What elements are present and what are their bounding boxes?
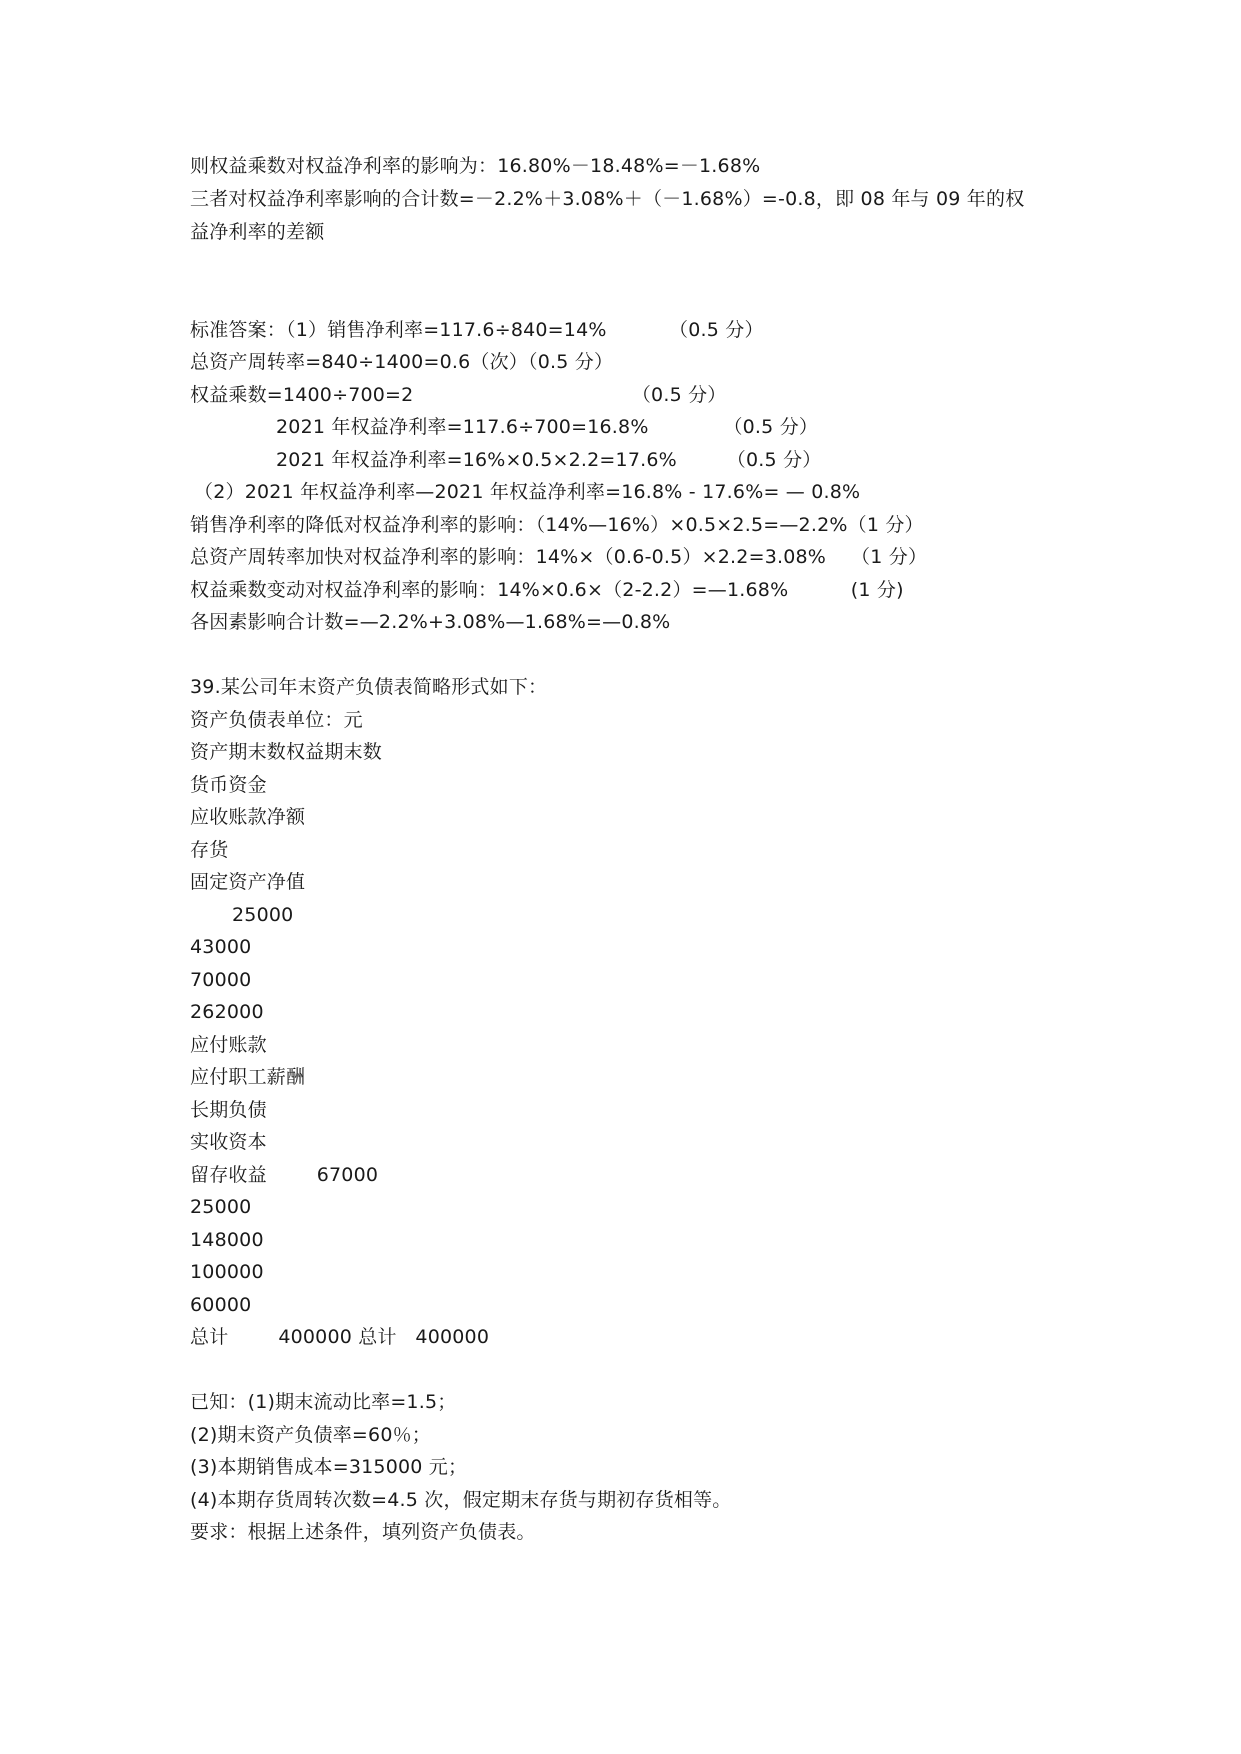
text-line: 43000 (190, 936, 252, 958)
text-line: 资产负债表单位：元 (190, 709, 363, 731)
text-line: 2021 年权益净利率=16%×0.5×2.2=17.6% （0.5 分） (276, 449, 822, 471)
text-line: 70000 (190, 969, 252, 991)
text-line: (2)期末资产负债率=60％； (190, 1424, 432, 1446)
text-line: 三者对权益净利率影响的合计数=－2.2%＋3.08%＋（－1.68%）=-0.8，即 08 年与 09 年的权 (190, 188, 1025, 210)
text-line: 已知：(1)期末流动比率=1.5； (190, 1391, 457, 1413)
text-line: 权益乘数=1400÷700=2 （0.5 分） (190, 384, 727, 406)
text-line: 存货 (190, 839, 229, 861)
text-line: 100000 (190, 1261, 264, 1283)
text-line: 25000 (232, 904, 294, 926)
text-line: (4)本期存货周转次数=4.5 次，假定期末存货与期初存货相等。 (190, 1489, 732, 1511)
text-line: 留存收益 67000 (190, 1164, 379, 1186)
text-line: 资产期末数权益期末数 (190, 741, 383, 763)
text-line: 各因素影响合计数=—2.2%+3.08%—1.68%=—0.8% (190, 611, 671, 633)
text-line: 应付账款 (190, 1034, 267, 1056)
text-line: 60000 (190, 1294, 252, 1316)
text-line: (3)本期销售成本=315000 元； (190, 1456, 468, 1478)
text-line: 2021 年权益净利率=117.6÷700=16.8% （0.5 分） (276, 416, 819, 438)
text-line: 货币资金 (190, 774, 267, 796)
text-line: 总资产周转率=840÷1400=0.6（次）（0.5 分） (190, 351, 614, 373)
text-line: 权益乘数变动对权益净利率的影响：14%×0.6×（2-2.2）=—1.68% (1 分) (190, 579, 904, 601)
text-line: 应付职工薪酬 (190, 1066, 306, 1088)
text-line: 益净利率的差额 (190, 221, 325, 243)
text-line: 则权益乘数对权益净利率的影响为：16.80%－18.48%=－1.68% (190, 155, 761, 177)
text-line: 固定资产净值 (190, 871, 306, 893)
text-line: 实收资本 (190, 1131, 267, 1153)
text-line: 148000 (190, 1229, 264, 1251)
question-title: 39.某公司年末资产负债表简略形式如下： (190, 676, 548, 698)
text-line: 262000 (190, 1001, 264, 1023)
text-line: 应收账款净额 (190, 806, 306, 828)
text-line: 总资产周转率加快对权益净利率的影响：14%×（0.6-0.5）×2.2=3.08% （1 分） (190, 546, 928, 568)
text-line: 25000 (190, 1196, 252, 1218)
text-line: 标准答案：（1）销售净利率=117.6÷840=14% （0.5 分） (190, 319, 764, 341)
text-line: 长期负债 (190, 1099, 267, 1121)
text-line: （2）2021 年权益净利率—2021 年权益净利率=16.8% - 17.6%= — 0.8% (194, 481, 861, 503)
text-line: 要求：根据上述条件，填列资产负债表。 (190, 1521, 536, 1543)
text-line: 总计 400000 总计 400000 (190, 1326, 490, 1348)
text-line: 销售净利率的降低对权益净利率的影响：（14%—16%）×0.5×2.5=—2.2%（1 分） (190, 514, 924, 536)
